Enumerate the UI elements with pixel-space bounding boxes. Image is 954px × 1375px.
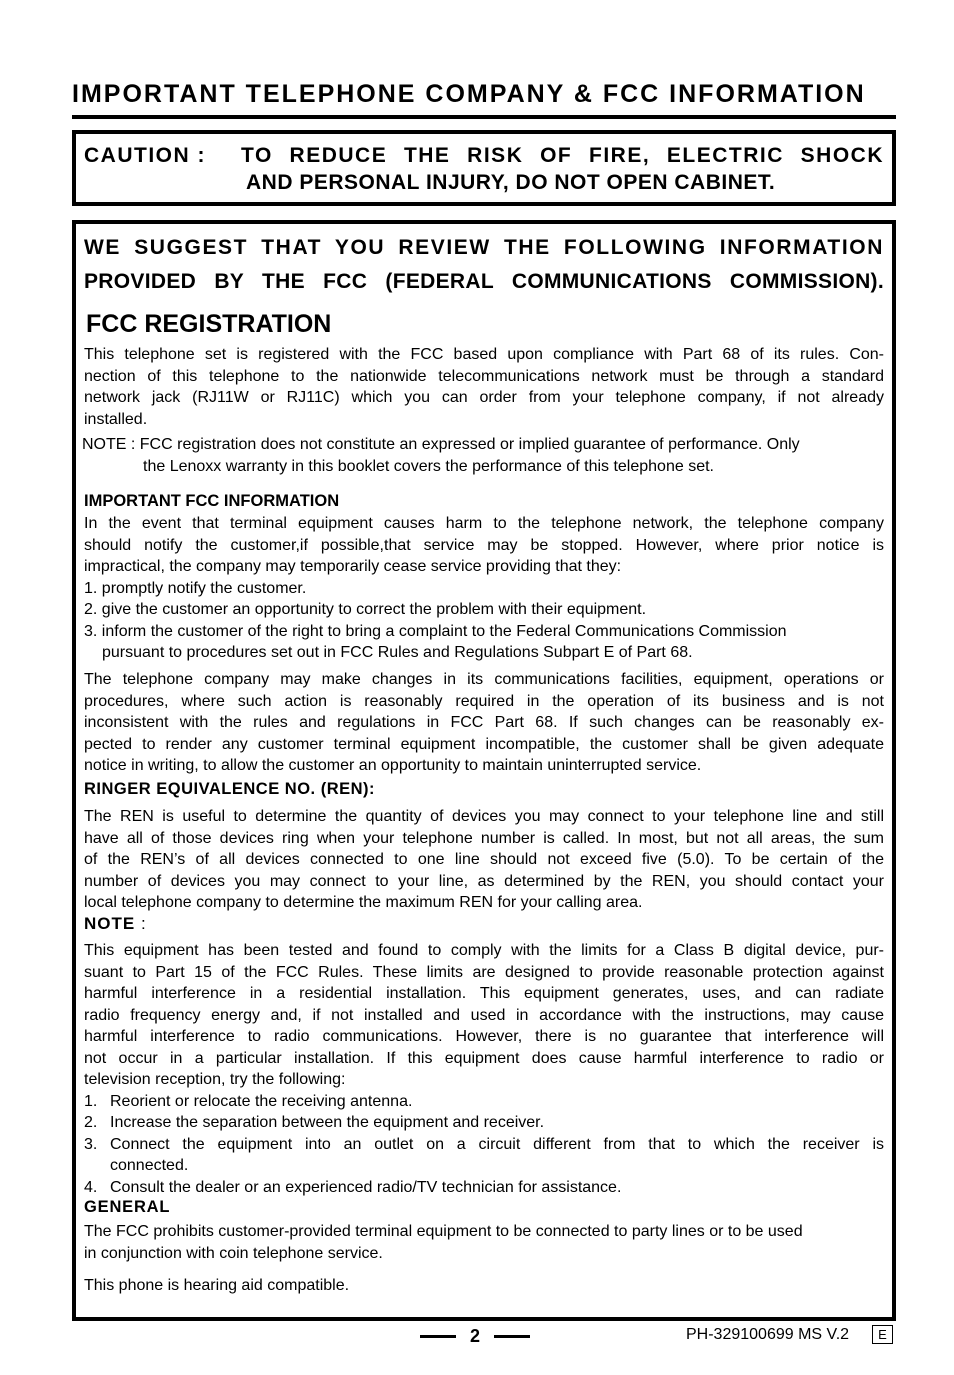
general-paragraph: [84, 1221, 884, 1264]
important-fcc-paragraph: [84, 513, 884, 664]
text-line: In the event that terminal equipment causes harm to the telephone network, the telephone company: [84, 515, 884, 532]
text-line: installed.: [84, 410, 148, 428]
text-line: harmful interference in a residential installation. This equipment generates, uses, and can radiate: [84, 985, 884, 1002]
note-heading-label: NOTE: [84, 914, 136, 933]
text-line: suant to Part 15 of the FCC Rules. These limits are designed to provide reasonable protection against: [84, 963, 884, 981]
text-line: television reception, try the following:: [84, 1071, 346, 1088]
hearing-aid-text: This phone is hearing aid compatible.: [84, 1277, 350, 1294]
text-line: nection of this telephone to the nationwide telecommunications network must be through a standard: [84, 367, 884, 385]
right-dash: [494, 1335, 530, 1338]
text-line: in conjunction with coin telephone service.: [84, 1244, 383, 1262]
caution-text-line2: AND PERSONAL INJURY, DO NOT OPEN CABINET.: [246, 171, 776, 194]
text-line: of the REN’s of all devices connected to one line should not exceed five (5.0). To be certain of the: [84, 851, 884, 868]
caution-text-line1: TO REDUCE THE RISK OF FIRE, ELECTRIC SHOCK: [241, 144, 884, 167]
important-fcc-heading: IMPORTANT FCC INFORMATION: [84, 492, 340, 510]
left-dash: [420, 1335, 456, 1338]
changes-paragraph: [84, 669, 884, 777]
list-item: 4. Consult the dealer or an experienced radio/TV technician for assistance.: [84, 1178, 622, 1196]
text-line: inconsistent with the rules and regulations in FCC Part 68. If such changes can be reasonably ex-: [84, 714, 884, 731]
page-number: [420, 1326, 530, 1347]
list-item: 3. inform the customer of the right to bring a complaint to the Federal Communications Commission: [84, 622, 787, 640]
list-item: 2. Increase the separation between the equipment and receiver.: [84, 1114, 545, 1131]
text-line: The REN is useful to determine the quantity of devices you may connect to your telephone line and still: [84, 808, 884, 825]
caution-label: CAUTION :: [84, 144, 206, 167]
list-item: 1. promptly notify the customer.: [84, 579, 307, 597]
text-line: pected to render any customer terminal equipment incompatible, the customer shall be given adequate: [84, 735, 884, 753]
fcc-info-box: [72, 220, 896, 1321]
note-heading-colon: :: [135, 914, 147, 933]
list-item: 1. Reorient or relocate the receiving antenna.: [84, 1092, 413, 1110]
text-line: impractical, the company may temporarily cease service providing that they:: [84, 558, 622, 575]
text-line: The FCC prohibits customer-provided terminal equipment to be connected to party lines or to be used: [84, 1223, 803, 1240]
text-line: harmful interference to radio communications. However, there is no guarantee that interference will: [84, 1028, 884, 1045]
caution-box: [72, 130, 896, 206]
text-line: have all of those devices ring when your telephone number is called. In most, but not all areas, the sum: [84, 829, 884, 847]
list-item-continued: pursuant to procedures set out in FCC Rules and Regulations Subpart E of Part 68.: [102, 644, 693, 661]
ren-paragraph: [84, 806, 884, 914]
text-line: notice in writing, to allow the customer an opportunity to maintain uninterrupted service.: [84, 757, 702, 774]
text-line: NOTE : FCC registration does not constitute an expressed or implied guarantee of performance. Only: [82, 436, 800, 453]
model-number: PH-329100699 MS V.2: [686, 1326, 850, 1343]
text-line: procedures, where such action is reasonably required in the operation of its business and is not: [84, 692, 884, 710]
ren-heading: RINGER EQUIVALENCE NO. (REN):: [84, 780, 376, 798]
text-line: This equipment has been tested and found to comply with the limits for a Class B digital device, pur-: [84, 942, 884, 959]
note-paragraph: [84, 940, 884, 1198]
fcc-registration-heading: FCC REGISTRATION: [86, 310, 332, 338]
text-line: number of devices you may connect to your line, as determined by the REN, you should contact your: [84, 872, 884, 890]
list-item: 2. give the customer an opportunity to correct the problem with their equipment.: [84, 601, 647, 618]
text-line: The telephone company may make changes in its communications facilities, equipment, operations or: [84, 671, 884, 688]
page-number-value: 2: [469, 1326, 480, 1346]
registration-note: [82, 434, 882, 477]
page-title: IMPORTANT TELEPHONE COMPANY & FCC INFORMATION: [72, 80, 866, 108]
text-line: local telephone company to determine the maximum REN for your calling area.: [84, 894, 643, 911]
text-line: This telephone set is registered with the FCC based upon compliance with Part 68 of its rules. Con-: [84, 346, 884, 363]
title-rule: [72, 115, 896, 119]
general-heading: GENERAL: [84, 1198, 171, 1216]
text-line: should notify the customer,if possible,that service may be stopped. However, where prior notice is: [84, 536, 884, 554]
suggest-line1: WE SUGGEST THAT YOU REVIEW THE FOLLOWING INFORMATION: [84, 236, 884, 259]
list-item-continued: connected.: [110, 1157, 189, 1174]
language-badge: E: [872, 1325, 893, 1344]
text-line: radio frequency energy and, if not installed and used in accordance with the instructions, may cause: [84, 1006, 884, 1024]
text-line: the Lenoxx warranty in this booklet covers the performance of this telephone set.: [143, 457, 714, 475]
text-line: not occur in a particular installation. If this equipment does cause harmful interference to radio or: [84, 1049, 884, 1067]
note-heading: [84, 914, 147, 934]
list-item: 3. Connect the equipment into an outlet on a circuit different from that to which the receiver is: [84, 1135, 884, 1153]
text-line: network jack (RJ11W or RJ11C) which you can order from your telephone company, if not already: [84, 389, 884, 406]
fcc-registration-paragraph: [84, 344, 884, 430]
suggest-line2: PROVIDED BY THE FCC (FEDERAL COMMUNICATIONS COMMISSION).: [84, 270, 884, 293]
